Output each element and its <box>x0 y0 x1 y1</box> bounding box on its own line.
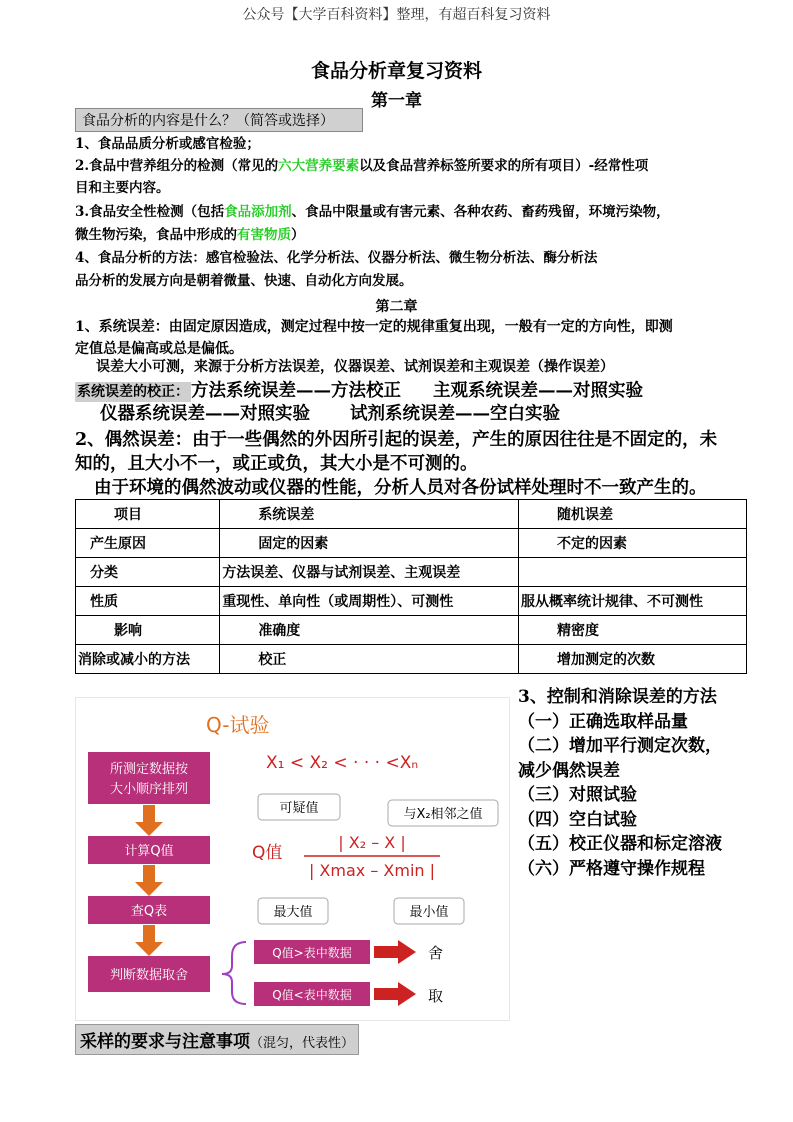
q-test-diagram <box>75 697 510 1021</box>
document-title: 食品分析章复习资料 <box>310 60 482 82</box>
min-label: 最小值 <box>409 905 449 920</box>
table-cell: 增加测定的次数 <box>519 645 747 674</box>
highlight-harmful: 有害物质 <box>237 227 291 243</box>
brace-icon <box>222 942 246 1004</box>
text: 、食品中限量或有害元素、各种农药、畜药残留，环境污染物， <box>291 204 670 220</box>
random-line2: 知的，且大小不一，或正或负，其大小是不可测的。 <box>75 454 478 474</box>
order-formula: X₁ < X₂ < · · · <Xₙ <box>266 753 419 773</box>
right-arrow-icon <box>374 982 416 1006</box>
control-item: （四）空白试验 <box>518 809 637 830</box>
control-methods <box>518 685 722 881</box>
ch1-line5: 品分析的发展方向是朝着微量、快速、自动化方向发展。 <box>75 273 413 289</box>
text: 以及食品营养标签所要求的所有项目）-经常性项 <box>359 158 649 174</box>
control-item: （二）增加平行测定次数， <box>518 736 722 756</box>
ch2-sys-line1: 1、系统误差：由固定原因造成，测定过程中按一定的规律重复出现，一般有一定的方向性，即测 <box>75 319 673 335</box>
table-cell: 产生原因 <box>76 529 220 558</box>
table-row <box>76 587 747 616</box>
question-box: 食品分析的内容是什么？（简答或选择） <box>75 108 363 132</box>
max-label: 最大值 <box>273 905 313 920</box>
down-arrow-icon <box>135 865 163 896</box>
table-cell <box>519 558 747 587</box>
error-comparison-table <box>75 499 747 674</box>
control-item: （六）严格遵守操作规程 <box>518 858 705 879</box>
table-cell: 服从概率统计规律、不可测性 <box>519 587 747 616</box>
text: ） <box>291 227 305 243</box>
header-cell: 项目 <box>76 500 220 529</box>
correction-reagent: 试剂系统误差——空白实验 <box>350 404 560 424</box>
down-arrow-icon <box>135 805 163 836</box>
text: 微生物污染，食品中形成的 <box>75 227 237 243</box>
right-arrow-icon <box>374 940 416 964</box>
table-cell: 方法误差、仪器与试剂误差、主观误差 <box>220 558 519 587</box>
flow-table: 查Q表 <box>130 904 168 919</box>
sampling-note: （混匀，代表性） <box>250 1036 355 1051</box>
control-item: （一）正确选取样品量 <box>518 711 688 732</box>
correction-label: 系统误差的校正： <box>77 384 189 400</box>
down-arrow-icon <box>135 925 163 956</box>
chapter2-heading: 第二章 <box>375 299 418 315</box>
ch1-line4: 4、食品分析的方法：感官检验法、化学分析法、仪器分析法、微生物分析法、酶分析法 <box>75 250 598 266</box>
table-row <box>76 616 747 645</box>
highlight-nutrients: 六大营养要素 <box>278 158 360 174</box>
q-value-label: Q值 <box>252 843 283 863</box>
table-row <box>76 529 747 558</box>
flow-calc: 计算Q值 <box>124 844 174 859</box>
text: 2.食品中营养组分的检测（常见的 <box>75 158 279 174</box>
text: 3.食品安全性检测（包括 <box>75 204 225 220</box>
keep-label: 取 <box>428 987 444 1005</box>
ch1-line3-cont <box>75 224 305 247</box>
header-cell: 系统误差 <box>220 500 519 529</box>
sampling-title: 采样的要求与注意事项 <box>80 1032 250 1052</box>
random-line3: 由于环境的偶然波动或仪器的性能，分析人员对各份试样处理时不一致产生的。 <box>94 478 707 498</box>
ch1-line3 <box>75 201 670 224</box>
flow-judge: 判断数据取舍 <box>109 968 189 983</box>
q-test-title: Q-试验 <box>206 713 270 737</box>
page-header: 公众号【大学百科资料】整理，有超百科复习资料 <box>242 7 551 23</box>
highlight-additives: 食品添加剂 <box>224 204 292 220</box>
table-cell: 影响 <box>76 616 220 645</box>
ch2-sys-line3: 误差大小可测，来源于分析方法误差，仪器误差、试剂误差和主观误差（操作误差） <box>96 359 614 375</box>
table-cell: 性质 <box>76 587 220 616</box>
control-item: （三）对照试验 <box>518 785 637 805</box>
q-test-svg <box>76 698 509 1020</box>
q-numerator: | X₂ – X | <box>338 833 406 852</box>
table-cell: 分类 <box>76 558 220 587</box>
table-header-row <box>76 500 747 529</box>
suspect-label: 可疑值 <box>279 801 319 816</box>
control-item: （五）校正仪器和标定溶液 <box>518 834 722 854</box>
correction-method: 方法系统误差——方法校正 <box>191 381 401 401</box>
table-cell: 校正 <box>220 645 519 674</box>
ch1-line2 <box>75 155 648 178</box>
correction-row2 <box>100 400 560 425</box>
table-cell: 精密度 <box>519 616 747 645</box>
table-cell: 不定的因素 <box>519 529 747 558</box>
gt-label: Q值>表中数据 <box>272 946 352 960</box>
flow-sort-line2: 大小顺序排列 <box>109 782 189 797</box>
header-cell: 随机误差 <box>519 500 747 529</box>
flow-sort-line1: 所测定数据按 <box>109 762 189 777</box>
reject-label: 舍 <box>428 944 444 962</box>
ch2-sys-line2: 定值总是偏高或总是偏低。 <box>75 341 243 357</box>
q-denominator: | Xmax – Xmin | <box>308 861 436 880</box>
random-line1: 2、偶然误差：由于一些偶然的外因所引起的误差，产生的原因往往是不固定的，未 <box>75 430 718 450</box>
table-cell: 消除或减小的方法 <box>76 645 220 674</box>
table-cell: 重现性、单向性（或周期性）、可测性 <box>220 587 519 616</box>
neighbor-label: 与X₂相邻之值 <box>403 807 483 822</box>
correction-instrument: 仪器系统误差——对照实验 <box>100 404 310 424</box>
control-title: 3、控制和消除误差的方法 <box>518 687 717 707</box>
ch1-line2-cont: 目和主要内容。 <box>75 180 170 196</box>
table-cell: 准确度 <box>220 616 519 645</box>
ch1-line1: 1、食品品质分析或感官检验； <box>75 136 260 152</box>
table-row <box>76 645 747 674</box>
chapter1-heading: 第一章 <box>371 91 422 111</box>
control-item: 减少偶然误差 <box>518 760 620 781</box>
lt-label: Q值<表中数据 <box>272 988 352 1002</box>
table-row <box>76 558 747 587</box>
sampling-heading <box>75 1024 359 1055</box>
correction-subjective: 主观系统误差——对照实验 <box>433 381 643 401</box>
table-cell: 固定的因素 <box>220 529 519 558</box>
